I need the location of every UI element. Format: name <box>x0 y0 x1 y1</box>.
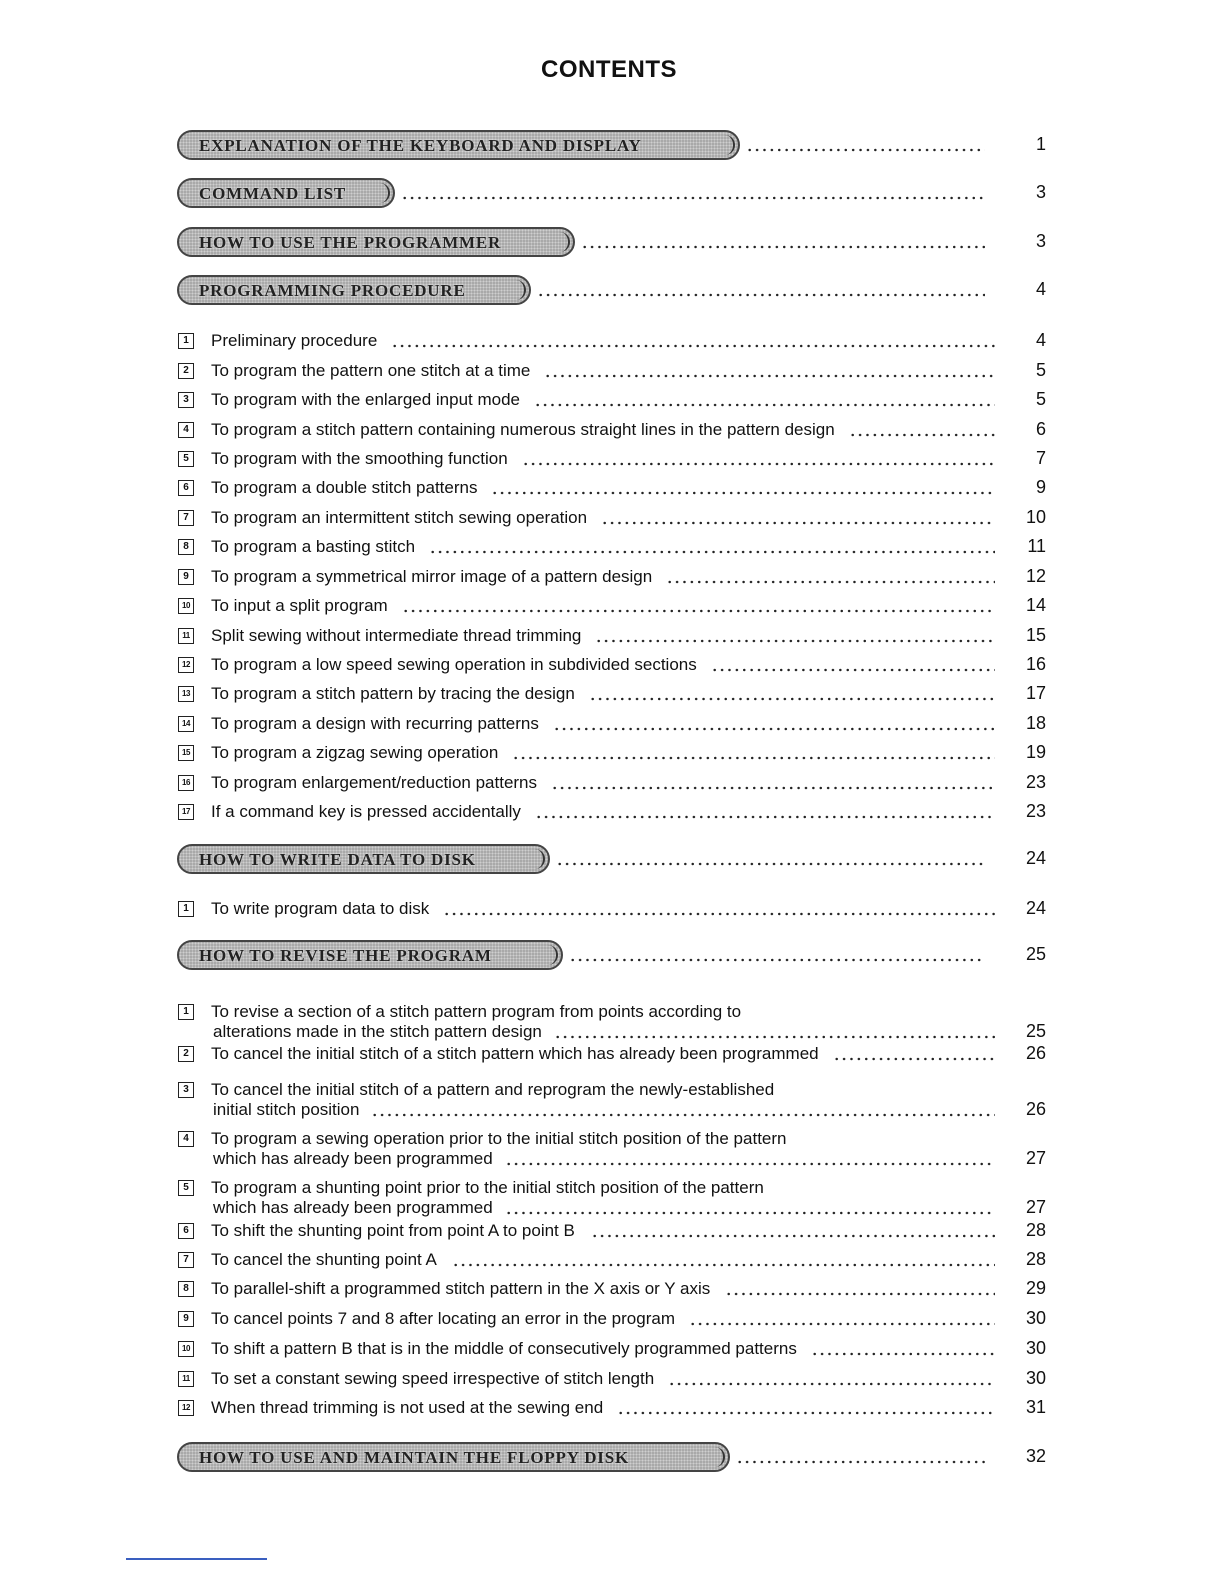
item-number-box: 6 <box>178 1223 194 1239</box>
entry-title: Split sewing without intermediate thread trimming <box>211 626 582 645</box>
page-title: CONTENTS <box>541 56 677 83</box>
page-number: 23 <box>1025 801 1046 821</box>
page-number: 24 <box>1025 848 1046 868</box>
entry-title: To program a sewing operation prior to the initial stitch position of the pattern <box>211 1129 787 1148</box>
item-number-box: 2 <box>178 1046 194 1062</box>
leader-dots <box>556 862 985 866</box>
item-number-box: 9 <box>178 1311 194 1327</box>
entry-title: To input a split program <box>211 596 388 615</box>
entry-title-continued: initial stitch position <box>213 1100 360 1119</box>
entry-title: If a command key is pressed accidentally <box>211 802 521 821</box>
toc-entry[interactable] <box>0 678 1224 704</box>
item-number-box: 1 <box>178 333 194 349</box>
toc-entry[interactable] <box>0 620 1224 646</box>
toc-section[interactable] <box>0 1442 1224 1478</box>
section-heading-bar <box>177 1442 730 1472</box>
item-number-box: 7 <box>178 1252 194 1268</box>
item-number-box: 4 <box>178 1131 194 1147</box>
item-number-box: 3 <box>178 1082 194 1098</box>
page-number: 16 <box>1025 654 1046 674</box>
page-number: 4 <box>1035 279 1046 299</box>
leader-dots <box>512 756 995 760</box>
leader-dots <box>725 1292 995 1296</box>
item-number-box: 10 <box>178 1341 194 1357</box>
item-number-box: 7 <box>178 510 194 526</box>
entry-title: To revise a section of a stitch pattern program from points according to <box>211 1002 742 1021</box>
entry-title: To program a shunting point prior to the initial stitch position of the pattern <box>211 1178 764 1197</box>
section-heading: HOW TO REVISE THE PROGRAM <box>199 946 492 965</box>
page-number: 23 <box>1025 772 1046 792</box>
leader-dots <box>666 580 995 584</box>
toc-entry[interactable] <box>0 649 1224 675</box>
leader-dots <box>402 609 995 613</box>
page-number: 30 <box>1025 1338 1046 1358</box>
toc-entry[interactable] <box>0 443 1224 469</box>
toc-entry[interactable] <box>0 502 1224 528</box>
section-heading: EXPLANATION OF THE KEYBOARD AND DISPLAY <box>199 136 642 155</box>
leader-dots <box>711 668 995 672</box>
item-number-box: 11 <box>178 1371 194 1387</box>
section-heading-bar <box>177 940 563 970</box>
entry-title: To shift the shunting point from point A to point B <box>211 1221 575 1240</box>
page-number: 27 <box>1025 1148 1046 1168</box>
item-number-box: 12 <box>178 657 194 673</box>
item-number-box: 9 <box>178 569 194 585</box>
leader-dots <box>522 462 995 466</box>
item-number-box: 6 <box>178 480 194 496</box>
entry-title: To program with the enlarged input mode <box>211 390 521 409</box>
toc-entry[interactable] <box>0 1244 1224 1270</box>
page-number: 30 <box>1025 1368 1046 1388</box>
entry-title: To program a basting stitch <box>211 537 416 556</box>
entry-title: To set a constant sewing speed irrespective of stitch length <box>211 1369 655 1388</box>
page-number: 15 <box>1025 625 1046 645</box>
page-number: 25 <box>1025 1021 1046 1041</box>
section-heading-bar <box>177 130 740 160</box>
leader-dots <box>544 374 995 378</box>
toc-entry[interactable] <box>0 737 1224 763</box>
item-number-box: 15 <box>178 745 194 761</box>
entry-title: To shift a pattern B that is in the middle of consecutively programmed patterns <box>211 1339 797 1358</box>
entry-title-continued: alterations made in the stitch pattern design <box>213 1022 542 1041</box>
entry-title: To cancel points 7 and 8 after locating an error in the program <box>211 1309 675 1328</box>
leader-dots <box>668 1382 995 1386</box>
leader-dots <box>371 1113 995 1117</box>
leader-dots <box>391 344 995 348</box>
section-heading: PROGRAMMING PROCEDURE <box>199 281 466 300</box>
toc-entry[interactable] <box>0 1038 1224 1064</box>
page-number: 29 <box>1025 1278 1046 1298</box>
leader-dots <box>537 293 985 297</box>
toc-entry[interactable] <box>0 561 1224 587</box>
entry-title: To program a design with recurring patterns <box>211 714 539 733</box>
page-number: 30 <box>1025 1308 1046 1328</box>
footer-rule <box>126 1558 267 1560</box>
toc-entry[interactable] <box>0 355 1224 381</box>
toc-section[interactable] <box>0 130 1224 166</box>
page-number: 28 <box>1025 1220 1046 1240</box>
page-number: 3 <box>1035 231 1046 251</box>
toc-entry[interactable] <box>0 325 1224 351</box>
toc-entry[interactable] <box>0 472 1224 498</box>
page-number: 14 <box>1025 595 1046 615</box>
toc-section[interactable] <box>0 844 1224 880</box>
section-heading: HOW TO USE AND MAINTAIN THE FLOPPY DISK <box>199 1448 629 1467</box>
page-number: 12 <box>1025 566 1046 586</box>
section-heading: HOW TO WRITE DATA TO DISK <box>199 850 476 869</box>
toc-entry[interactable] <box>0 1123 1224 1168</box>
page-number: 3 <box>1035 182 1046 202</box>
entry-title-continued: which has already been programmed <box>213 1149 493 1168</box>
item-number-box: 13 <box>178 686 194 702</box>
toc-entry[interactable] <box>0 1303 1224 1329</box>
item-number-box: 10 <box>178 598 194 614</box>
leader-dots <box>746 148 985 152</box>
leader-dots <box>589 697 995 701</box>
toc-entry[interactable] <box>0 1333 1224 1359</box>
section-heading: HOW TO USE THE PROGRAMMER <box>199 233 502 252</box>
leader-dots <box>811 1352 995 1356</box>
leader-dots <box>551 786 995 790</box>
page-number: 10 <box>1025 507 1046 527</box>
item-number-box: 16 <box>178 775 194 791</box>
toc-entry[interactable] <box>0 1363 1224 1389</box>
page-number: 6 <box>1035 419 1046 439</box>
entry-title: To program a low speed sewing operation in subdivided sections <box>211 655 697 674</box>
page-number: 27 <box>1025 1197 1046 1217</box>
item-number-box: 5 <box>178 451 194 467</box>
leader-dots <box>601 521 995 525</box>
toc-section[interactable] <box>0 940 1224 976</box>
page-number: 24 <box>1025 898 1046 918</box>
page-number: 17 <box>1025 683 1046 703</box>
page-number: 26 <box>1025 1043 1046 1063</box>
leader-dots <box>849 433 995 437</box>
leader-dots <box>591 1234 995 1238</box>
item-number-box: 2 <box>178 363 194 379</box>
leader-dots <box>534 403 995 407</box>
page-number: 11 <box>1027 536 1046 556</box>
leader-dots <box>452 1263 995 1267</box>
page-number: 26 <box>1025 1099 1046 1119</box>
page-number: 32 <box>1025 1446 1046 1466</box>
leader-dots <box>401 196 985 200</box>
page-number: 25 <box>1025 944 1046 964</box>
page-number: 19 <box>1025 742 1046 762</box>
item-number-box: 8 <box>178 1281 194 1297</box>
page-number: 5 <box>1035 360 1046 380</box>
leader-dots <box>736 1460 985 1464</box>
item-number-box: 5 <box>178 1180 194 1196</box>
entry-title: To program an intermittent stitch sewing operation <box>211 508 588 527</box>
page-number: 4 <box>1035 330 1046 350</box>
toc-entry[interactable] <box>0 1215 1224 1241</box>
toc-entry[interactable] <box>0 590 1224 616</box>
toc-entry[interactable] <box>0 1074 1224 1119</box>
entry-title: To program the pattern one stitch at a time <box>211 361 531 380</box>
toc-section[interactable] <box>0 178 1224 214</box>
page-number: 5 <box>1035 389 1046 409</box>
leader-dots <box>833 1057 995 1061</box>
page-number: 1 <box>1035 134 1046 154</box>
section-heading-bar <box>177 227 575 257</box>
toc-entry[interactable] <box>0 767 1224 793</box>
toc-entry[interactable] <box>0 384 1224 410</box>
entry-title: To write program data to disk <box>211 899 430 918</box>
toc-entry[interactable] <box>0 531 1224 557</box>
leader-dots <box>491 491 995 495</box>
page-number: 18 <box>1025 713 1046 733</box>
item-number-box: 1 <box>178 1004 194 1020</box>
leader-dots <box>617 1411 995 1415</box>
toc-entry[interactable] <box>0 1392 1224 1418</box>
section-heading-bar <box>177 275 531 305</box>
item-number-box: 4 <box>178 422 194 438</box>
entry-title: To cancel the initial stitch of a pattern and reprogram the newly-established <box>211 1080 775 1099</box>
leader-dots <box>569 958 985 962</box>
entry-title: To parallel-shift a programmed stitch pattern in the X axis or Y axis <box>211 1279 711 1298</box>
toc-section[interactable] <box>0 227 1224 263</box>
leader-dots <box>535 815 995 819</box>
toc-entry[interactable] <box>0 414 1224 440</box>
entry-title: To program a symmetrical mirror image of a pattern design <box>211 567 653 586</box>
toc-entry[interactable] <box>0 708 1224 734</box>
entry-title: To program a stitch pattern by tracing the design <box>211 684 575 703</box>
leader-dots <box>595 639 995 643</box>
section-heading: COMMAND LIST <box>199 184 347 203</box>
section-heading-bar <box>177 844 550 874</box>
toc-entry[interactable] <box>0 893 1224 919</box>
toc-entry[interactable] <box>0 996 1224 1041</box>
toc-section[interactable] <box>0 275 1224 311</box>
entry-title: To program a zigzag sewing operation <box>211 743 499 762</box>
entry-title: Preliminary procedure <box>211 331 378 350</box>
toc-entry[interactable] <box>0 796 1224 822</box>
page-number: 7 <box>1035 448 1046 468</box>
entry-title: To cancel the initial stitch of a stitch pattern which has already been programmed <box>211 1044 819 1063</box>
section-heading-bar <box>177 178 395 208</box>
entry-title: To program with the smoothing function <box>211 449 508 468</box>
entry-title-continued: which has already been programmed <box>213 1198 493 1217</box>
leader-dots <box>443 912 995 916</box>
toc-entry[interactable] <box>0 1172 1224 1217</box>
entry-title: To program a double stitch patterns <box>211 478 478 497</box>
leader-dots <box>581 245 985 249</box>
item-number-box: 8 <box>178 539 194 555</box>
leader-dots <box>429 550 995 554</box>
item-number-box: 12 <box>178 1400 194 1416</box>
item-number-box: 14 <box>178 716 194 732</box>
page-number: 28 <box>1025 1249 1046 1269</box>
entry-title: When thread trimming is not used at the sewing end <box>211 1398 604 1417</box>
entry-title: To program enlargement/reduction patterns <box>211 773 538 792</box>
entry-title: To cancel the shunting point A <box>211 1250 437 1269</box>
leader-dots <box>689 1322 995 1326</box>
entry-title: To program a stitch pattern containing numerous straight lines in the pattern design <box>211 420 835 439</box>
item-number-box: 1 <box>178 901 194 917</box>
item-number-box: 3 <box>178 392 194 408</box>
toc-entry[interactable] <box>0 1273 1224 1299</box>
leader-dots <box>505 1162 995 1166</box>
item-number-box: 11 <box>178 628 194 644</box>
item-number-box: 17 <box>178 804 194 820</box>
page-number: 31 <box>1025 1397 1046 1417</box>
leader-dots <box>553 727 995 731</box>
page-number: 9 <box>1035 477 1046 497</box>
